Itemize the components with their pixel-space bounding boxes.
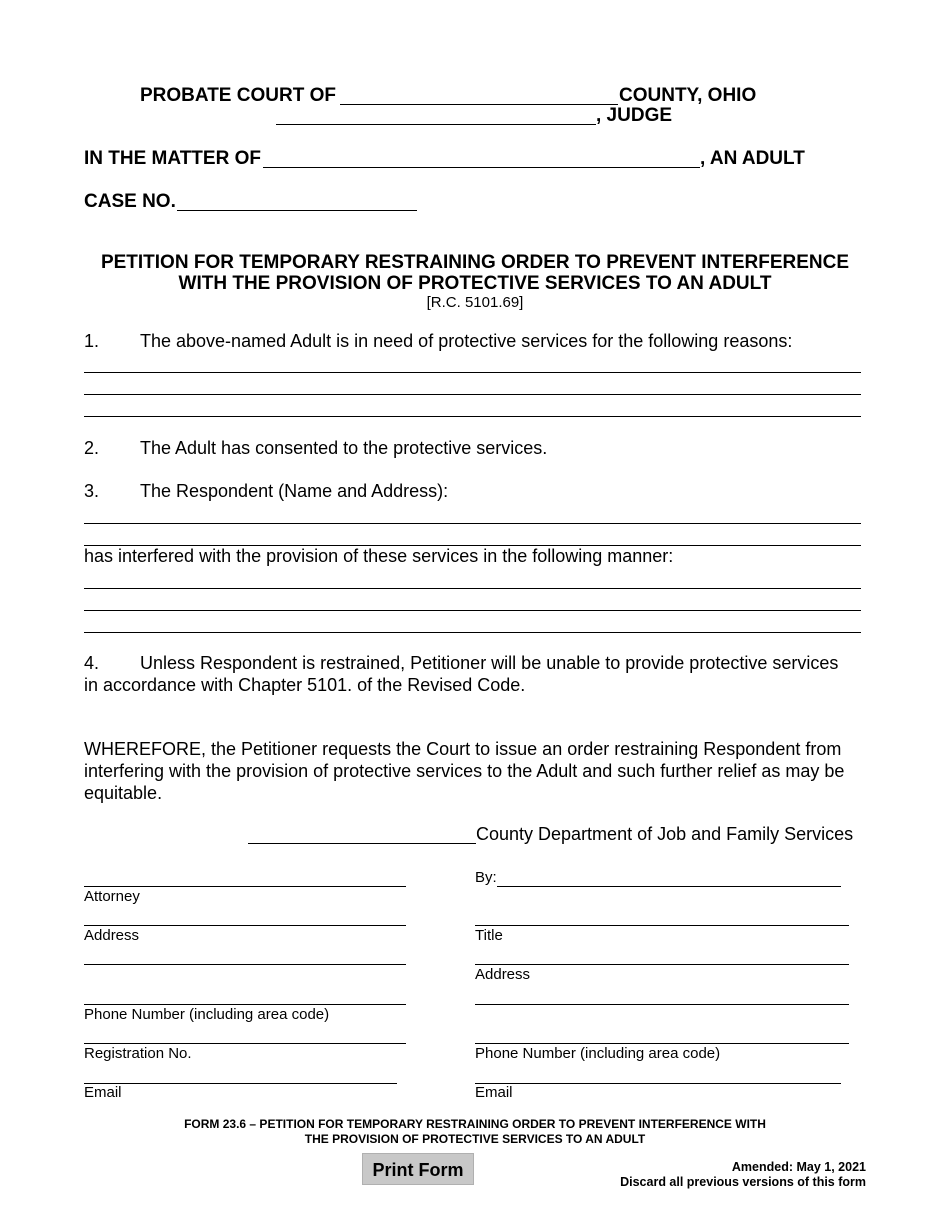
item1-number: 1.: [84, 331, 100, 351]
dept-address-label: Address: [475, 966, 531, 983]
interference-field-3[interactable]: [84, 612, 861, 633]
county-dept-name-field[interactable]: [248, 823, 476, 844]
judge-name-field[interactable]: [276, 104, 596, 125]
attorney-email-label: Email: [84, 1084, 122, 1101]
registration-field[interactable]: [84, 1023, 406, 1044]
reasons-field-3[interactable]: [84, 396, 861, 417]
print-form-button[interactable]: Print Form: [362, 1153, 474, 1185]
wherefore-line1: WHEREFORE, the Petitioner requests the Court to issue an order restraining Respondent from: [84, 739, 842, 759]
dept-email-field[interactable]: [475, 1063, 841, 1084]
attorney-address-field-1[interactable]: [84, 905, 406, 926]
item3-continuation: has interfered with the provision of these services in the following manner:: [84, 546, 674, 566]
respondent-field-2[interactable]: [84, 525, 861, 546]
signature-by-field[interactable]: [497, 866, 841, 887]
petition-title-line1: PETITION FOR TEMPORARY RESTRAINING ORDER TO PREVENT INTERFERENCE: [100, 252, 850, 273]
county-dept-label: County Department of Job and Family Services: [476, 824, 854, 844]
dept-address-field-2[interactable]: [475, 984, 849, 1005]
adult-name-field[interactable]: [263, 147, 700, 168]
statute-reference: [R.C. 5101.69]: [426, 294, 524, 311]
case-no-label: CASE NO.: [84, 191, 176, 212]
judge-label: , JUDGE: [596, 105, 673, 126]
attorney-email-field[interactable]: [84, 1063, 397, 1084]
attorney-address-label: Address: [84, 927, 140, 944]
item4-text-line2: in accordance with Chapter 5101. of the Revised Code.: [84, 675, 526, 695]
case-number-field[interactable]: [177, 190, 417, 211]
item3-text: The Respondent (Name and Address):: [140, 481, 449, 501]
form-title-footer-line1: FORM 23.6 – PETITION FOR TEMPORARY RESTRAINING ORDER TO PREVENT INTERFERENCE WITH: [184, 1117, 766, 1131]
item4-number: 4.: [84, 653, 100, 673]
petition-title-line2: WITH THE PROVISION OF PROTECTIVE SERVICES TO AN ADULT: [178, 273, 772, 294]
attorney-phone-label: Phone Number (including area code): [84, 1006, 330, 1023]
probate-court-label: PROBATE COURT OF: [140, 85, 336, 106]
dept-phone-label: Phone Number (including area code): [475, 1045, 721, 1062]
interference-field-1[interactable]: [84, 568, 861, 589]
county-name-field[interactable]: [340, 84, 618, 105]
dept-phone-field[interactable]: [475, 1023, 849, 1044]
interference-field-2[interactable]: [84, 590, 861, 611]
by-label: By:: [475, 869, 497, 886]
attorney-field[interactable]: [84, 866, 406, 887]
wherefore-line3: equitable.: [84, 783, 163, 803]
item1-text: The above-named Adult is in need of protective services for the following reasons:: [140, 331, 793, 351]
item2-text: The Adult has consented to the protective services.: [140, 438, 548, 458]
an-adult-label: , AN ADULT: [700, 148, 805, 169]
dept-email-label: Email: [475, 1084, 513, 1101]
attorney-phone-field[interactable]: [84, 984, 406, 1005]
wherefore-line2: interfering with the provision of protective services to the Adult and such further relief as may be: [84, 761, 845, 781]
reasons-field-1[interactable]: [84, 352, 861, 373]
item3-number: 3.: [84, 481, 100, 501]
item4-text-line1: Unless Respondent is restrained, Petitioner will be unable to provide protective services: [140, 653, 839, 673]
item2-number: 2.: [84, 438, 100, 458]
reasons-field-2[interactable]: [84, 374, 861, 395]
title-field[interactable]: [475, 905, 849, 926]
in-the-matter-of-label: IN THE MATTER OF: [84, 148, 261, 169]
respondent-field-1[interactable]: [84, 503, 861, 524]
dept-address-field-1[interactable]: [475, 944, 849, 965]
amended-date: Amended: May 1, 2021: [731, 1160, 866, 1174]
title-label: Title: [475, 927, 503, 944]
county-ohio-label: COUNTY, OHIO: [619, 85, 757, 106]
attorney-address-field-2[interactable]: [84, 944, 406, 965]
attorney-label: Attorney: [84, 888, 140, 905]
discard-notice: Discard all previous versions of this form: [620, 1175, 866, 1189]
form-title-footer-line2: THE PROVISION OF PROTECTIVE SERVICES TO AN ADULT: [304, 1132, 646, 1146]
registration-label: Registration No.: [84, 1045, 192, 1062]
